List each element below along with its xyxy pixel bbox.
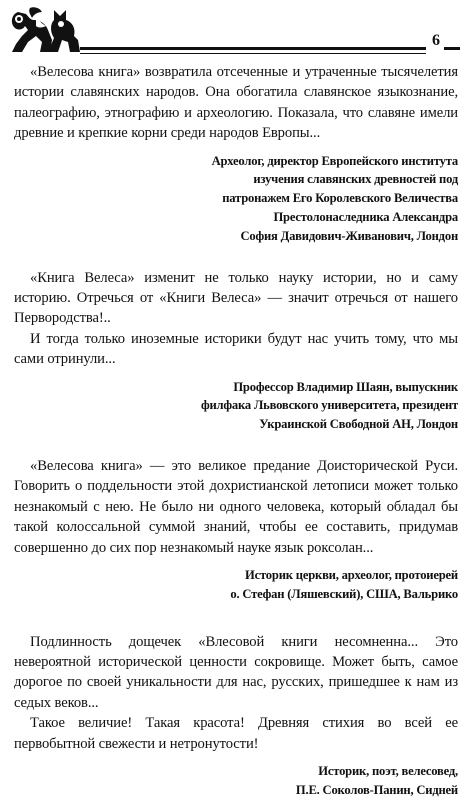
quote-paragraph: «Книга Велеса» изменит не только науку истории, но и саму историю. Отречься от «Книги Велеса» — значит отречься от нашего Первородства!.. — [14, 269, 458, 327]
quote-block — [14, 268, 458, 434]
attribution-line: Археолог, директор Европейского института — [211, 153, 458, 168]
heraldic-animals-logo-icon — [8, 6, 86, 54]
page-number: 6 — [432, 32, 440, 49]
quote-paragraph: Такое величие! Такая красота! Древняя стихия во всей ее первобытной свежести и нетронутости! — [14, 715, 458, 752]
header-rule-thin — [80, 53, 426, 54]
quote-block — [14, 456, 458, 604]
header-rule-right — [444, 47, 460, 50]
attribution-line: Престолонаследника Александра — [273, 210, 458, 225]
quote-attribution — [14, 762, 458, 800]
attribution-line: Историк церкви, археолог, протоиерей — [245, 568, 458, 583]
quote-paragraph: И тогда только иноземные историки будут нас учить тому, что мы сами отринули... — [14, 330, 458, 368]
attribution-line: филфака Львовского университета, президент — [200, 398, 458, 413]
attribution-line: о. Стефан (Ляшевский), США, Вальрико — [230, 586, 458, 601]
quote-paragraph: Подлинность дощечек «Влесовой книги несомненна... Это невероятной исторической ценности сокровище. Может быть, самое дорогое по своей уникальности для нас, русских, пришедшее к нам из седых веков... — [14, 633, 458, 711]
attribution-line: изучения славянских древностей под — [253, 172, 458, 187]
quote-block — [14, 62, 458, 246]
attribution-line: П.Е. Соколов-Панин, Сидней — [295, 782, 458, 797]
quote-attribution — [14, 566, 458, 604]
attribution-line: патронажем Его Королевского Величества — [222, 191, 458, 206]
attribution-line: Профессор Владимир Шаян, выпускник — [233, 379, 458, 394]
attribution-line: София Давидович-Живанович, Лондон — [240, 228, 458, 243]
quote-attribution — [14, 378, 458, 434]
attribution-line: Историк, поэт, велесовед, — [318, 764, 458, 779]
page-header — [8, 6, 460, 56]
attribution-line: Украинской Свободной АН, Лондон — [259, 417, 458, 432]
quote-paragraph: «Велесова книга» возвратила отсеченные и утраченные тысячелетия истории славянских народов. Она обогатила славянское языкознание, палеографию, этнографию и археологию. Показала, что славяне имели древние и крепкие корни среди народов Европы... — [14, 64, 458, 142]
quote-block — [14, 632, 458, 800]
quote-paragraph: «Велесова книга» — это великое предание Доисторической Руси. Говорить о поддельности этой дохристианской летописи может только незнакомый с нею. Не было ни одного человека, который обладал бы такой колоссальной суммой знаний, чтобы ее составить, придумав совершенно до сих пор незнакомый науке язык роксолан... — [14, 458, 458, 556]
page-content — [14, 62, 458, 800]
quote-attribution — [14, 152, 458, 246]
header-rule-thick — [80, 47, 426, 50]
